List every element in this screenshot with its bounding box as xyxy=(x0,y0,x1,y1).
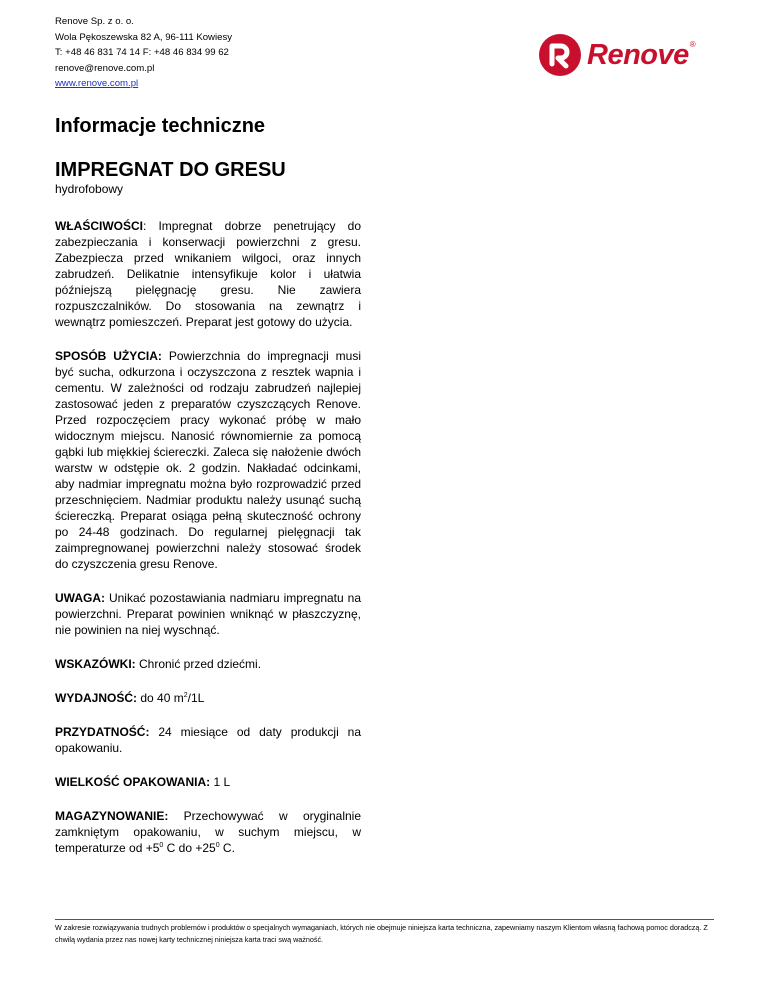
section-label: PRZYDATNOŚĆ: xyxy=(55,725,150,739)
company-phones: T: +48 46 831 74 14 F: +48 46 834 99 62 xyxy=(55,47,229,59)
section-label: MAGAZYNOWANIE: xyxy=(55,809,169,823)
section-properties xyxy=(55,218,361,330)
renove-logo xyxy=(538,32,696,78)
footer-divider xyxy=(55,919,714,920)
section-text: C. xyxy=(219,841,235,855)
section-text: Unikać pozostawiania nadmiaru impregnatu na powierzchni. Preparat powinien wniknąć w płaszczyznę, nie powinien na niej wyschnąć. xyxy=(55,591,361,637)
section-coverage xyxy=(55,690,361,706)
section-text: 24 miesiące od daty produkcji na opakowaniu. xyxy=(55,725,361,755)
section-text: Chronić przed dziećmi. xyxy=(135,657,262,671)
section-text: do 40 m xyxy=(137,691,184,705)
section-package-size xyxy=(55,774,361,790)
section-hints xyxy=(55,656,361,672)
section-text: : Impregnat dobrze penetrujący do zabezpieczania i konserwacji powierzchni z gresu. Zabezpiecza przed wnikaniem wilgoci, oraz innych zabrudzeń. Delikatnie intensyfikuje kolor i ułatwia późniejszą pielęgnację gresu. Nie zawiera rozpuszczalników. Do stosowania na zewnątrz i wewnątrz pomieszczeń. Preparat jest gotowy do użycia. xyxy=(55,219,361,329)
company-email: renove@renove.com.pl xyxy=(55,62,155,74)
footer-disclaimer: W zakresie rozwiązywania trudnych problemów i produktów o specjalnych wymaganiach, których nie obejmuje niniejsza karta techniczna, zapewniamy naszym Klientom własną fachową pomoc doradczą. Z chwilą wydania przez nas nowej karty technicznej niniejsza karta traci swą ważność. xyxy=(55,923,708,944)
company-name: Renove Sp. z o. o. xyxy=(55,16,134,27)
renove-logo-mark-icon xyxy=(538,33,582,77)
section-text: /1L xyxy=(187,691,205,705)
section-label: SPOSÓB UŻYCIA: xyxy=(55,349,162,363)
section-text: Przechowywać w oryginalnie zamkniętym opakowaniu, w suchym miejscu, w temperaturze od +5 xyxy=(55,809,361,855)
product-subtitle: hydrofobowy xyxy=(55,182,124,196)
section-label: WŁAŚCIWOŚCI xyxy=(55,219,143,233)
section-text: 1 L xyxy=(210,775,231,789)
logo-wordmark: Renove xyxy=(587,39,689,71)
section-usage xyxy=(55,348,361,572)
section-label: WYDAJNOŚĆ: xyxy=(55,691,138,705)
superscript: 2 xyxy=(183,692,188,699)
section-storage xyxy=(55,808,361,856)
registered-mark: ® xyxy=(689,40,696,49)
section-label: WSKAZÓWKI: xyxy=(55,657,136,671)
company-address-block xyxy=(55,14,232,92)
superscript: 0 xyxy=(215,842,220,849)
technical-content xyxy=(55,218,361,874)
section-shelf-life xyxy=(55,724,361,756)
section-text: Powierzchnia do impregnacji musi być sucha, odkurzona i oczyszczona z resztek wapnia i cementu. W zależności od rodzaju zabrudzeń najlepiej zastosować jeden z preparatów czyszczących Renove. Przed rozpoczęciem pracy wykonać próbę w mało widocznym miejscu. Nanosić równomiernie za pomocą gąbki lub miękkiej ściereczki. Zaleca się nałożenie dwóch warstw w odstępie ok. 2 godzin. Nakładać odcinkami, aby nadmiar impregnatu można było rozprowadzić przed przeschnięciem. Nadmiar produktu należy usunąć suchą ściereczką. Preparat osiąga pełną skuteczność ochrony po 24-48 godzinach. Do regularnej pielęgnacji tak zaimpregnowanej powierzchni należy stosować środek do czyszczenia gresu Renove. xyxy=(55,349,362,571)
product-title: IMPREGNAT DO GRESU xyxy=(55,159,286,181)
document-heading: Informacje techniczne xyxy=(55,115,266,137)
section-warning xyxy=(55,590,361,638)
superscript: 0 xyxy=(159,842,164,849)
section-label: UWAGA: xyxy=(55,591,105,605)
section-text: C do +25 xyxy=(163,841,216,855)
section-label: WIELKOŚĆ OPAKOWANIA: xyxy=(55,775,211,789)
website-link[interactable]: www.renove.com.pl xyxy=(55,78,139,90)
company-address: Wola Pękoszewska 82 A, 96-111 Kowiesy xyxy=(55,31,233,43)
